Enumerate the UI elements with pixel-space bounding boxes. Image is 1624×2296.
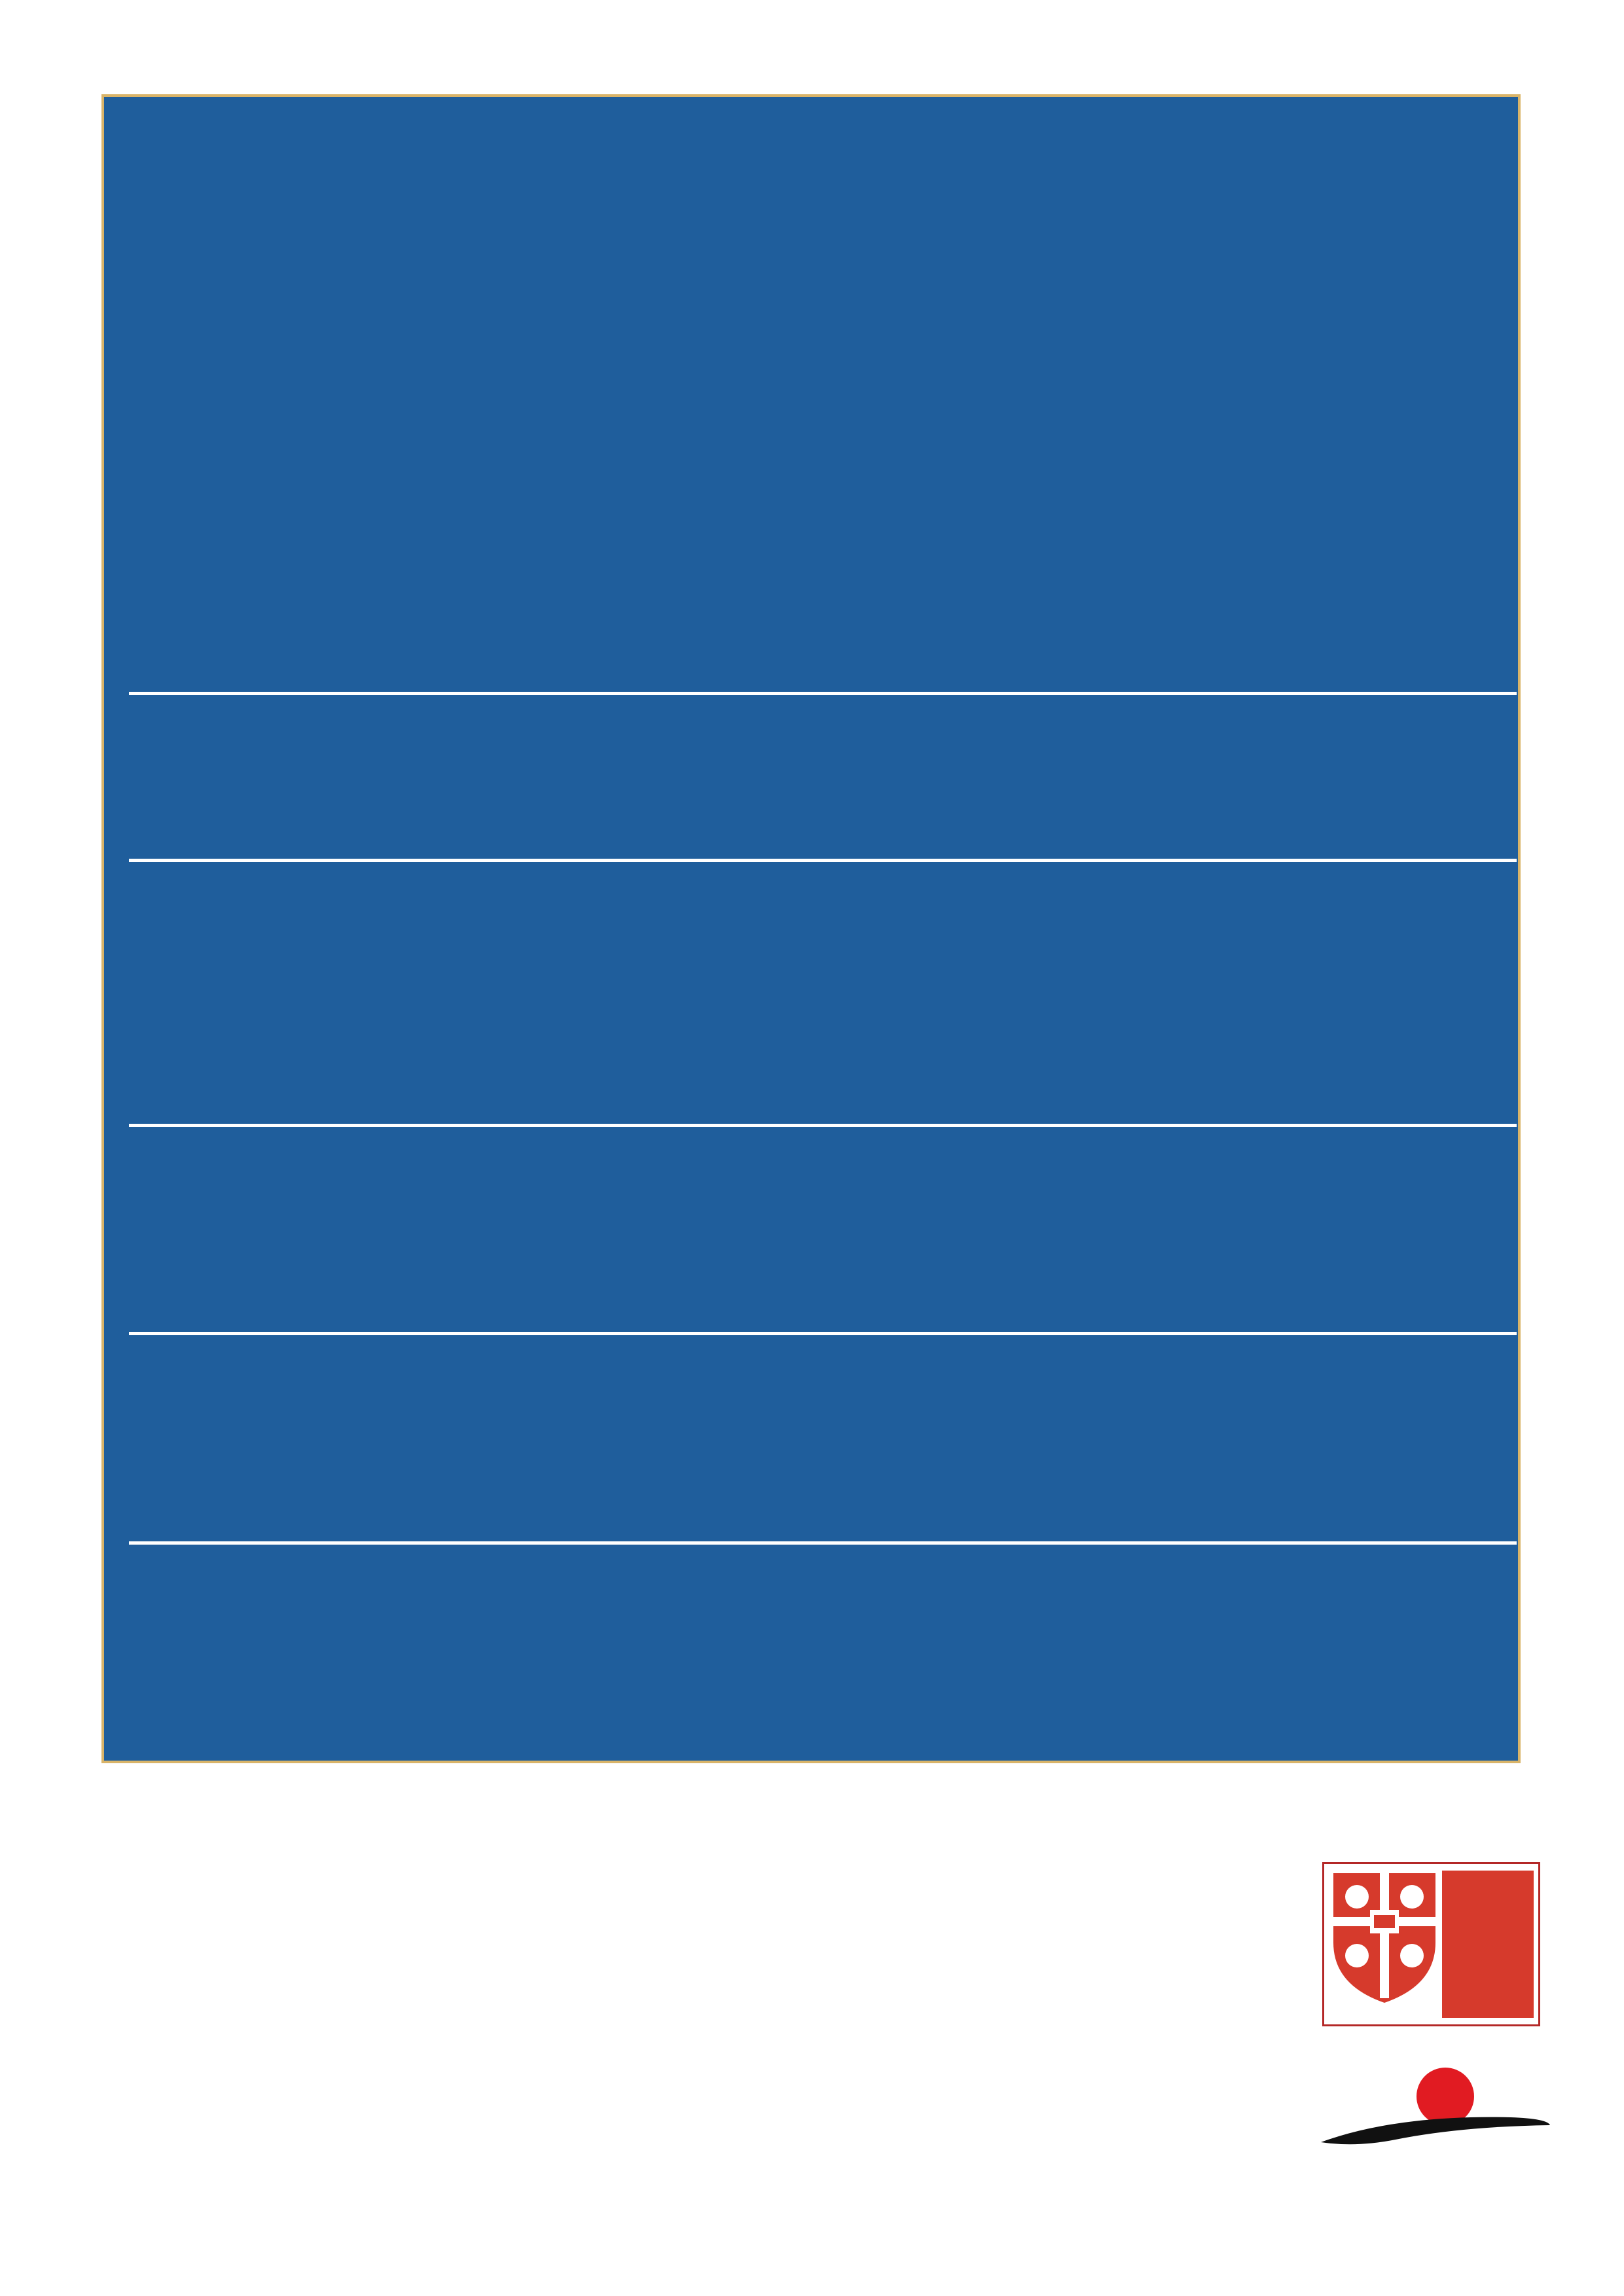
sasakawa-emblem-icon (1317, 2066, 1559, 2151)
divider (129, 1541, 1517, 1545)
divider (129, 692, 1517, 695)
divider (129, 1332, 1517, 1335)
japan-and-the-world-logo (1322, 1862, 1540, 2026)
divider (129, 1124, 1517, 1127)
divider (129, 859, 1517, 862)
sasakawa-foundation-logo (1317, 2066, 1559, 2227)
cambridge-crest-icon (1324, 1864, 1538, 2024)
poster (44, 44, 1581, 2252)
schedule-panel (101, 94, 1521, 1763)
